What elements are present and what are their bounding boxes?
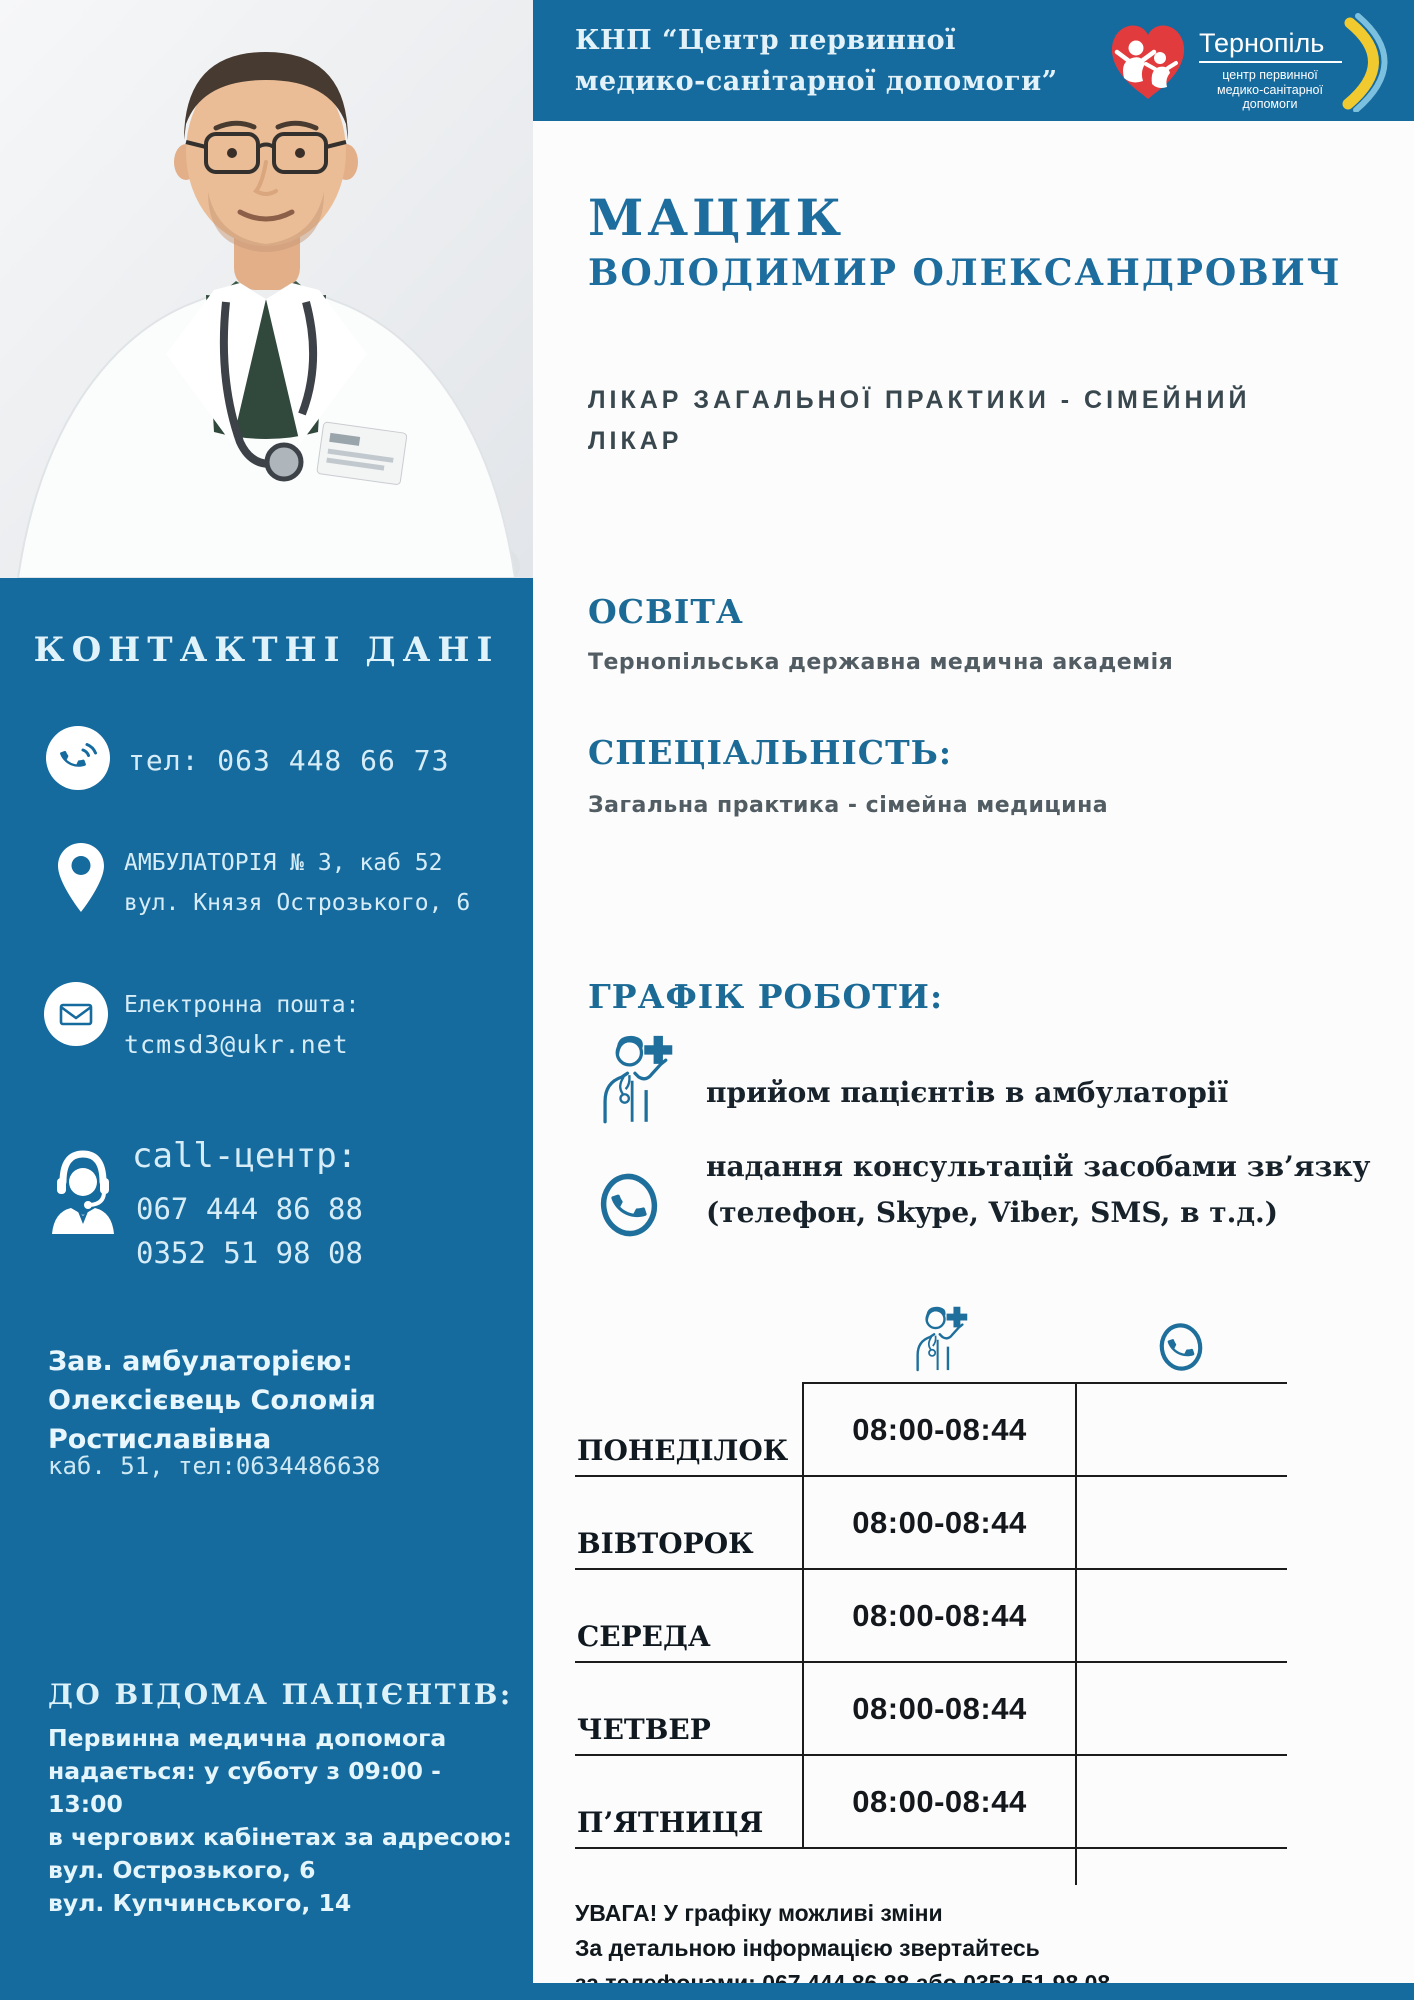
patients-info-line: 13:00 <box>48 1790 123 1818</box>
doctor-with-cross-icon <box>592 1030 676 1124</box>
table-column-line-tail <box>1075 1849 1077 1885</box>
organization-name <box>575 20 1058 102</box>
phone-icon <box>46 726 110 790</box>
table-row-ambulatory-hours: 08:00-08:44 <box>802 1477 1075 1570</box>
logo-heart-icon <box>1112 25 1184 99</box>
schedule-heading: ГРАФІК РОБОТИ: <box>588 977 944 1016</box>
phone-circle-icon <box>1156 1322 1206 1372</box>
table-row-day: ВІВТОРОК <box>575 1477 802 1570</box>
table-row-remote-hours <box>1075 1384 1287 1477</box>
logo-subtitle-line2: медико-санітарної <box>1217 83 1323 97</box>
notice-line2: За детальною інформацією звертайтесь <box>575 1935 1040 1961</box>
logo-subtitle-line3: допомоги <box>1242 97 1298 111</box>
bottom-blue-strip <box>0 1983 1414 2000</box>
table-row-remote-hours <box>1075 1663 1287 1756</box>
phone-circle-icon <box>596 1172 662 1238</box>
ternopil-center-logo <box>1102 12 1400 112</box>
mode-ambulatory-text: прийом пацієнтів в амбулаторії <box>706 1076 1229 1109</box>
specialty-value: Загальна практика - сімейна медицина <box>588 793 1109 818</box>
doctor-position <box>588 380 1250 462</box>
patients-info-line: Первинна медична допомога <box>48 1724 447 1752</box>
call-center-phone-2: 0352 51 98 08 <box>136 1236 363 1270</box>
table-row-ambulatory-hours: 08:00-08:44 <box>802 1570 1075 1663</box>
email-address: tcmsd3@ukr.net <box>124 1030 349 1059</box>
table-row-day: СЕРЕДА <box>575 1570 802 1663</box>
patients-info-line: в чергових кабінетах за адресою: <box>48 1823 512 1851</box>
patients-info-line: вул. Купчинського, 14 <box>48 1889 352 1917</box>
table-row-ambulatory-hours: 08:00-08:44 <box>802 1756 1075 1849</box>
location-pin-icon <box>54 842 108 914</box>
education-heading: ОСВІТА <box>588 592 744 631</box>
doctor-first-patronymic: ВОЛОДИМИР ОЛЕКСАНДРОВИЧ <box>588 252 1342 294</box>
doctor-last-name: МАЦИК <box>588 188 846 247</box>
table-header-empty <box>575 1288 802 1384</box>
head-name-line2: Ростиславівна <box>48 1424 272 1455</box>
logo-subtitle-line1: центр первинної <box>1222 68 1318 82</box>
address-line2: вул. Князя Острозького, 6 <box>124 890 471 916</box>
table-row-day: ПОНЕДІЛОК <box>575 1384 802 1477</box>
patients-info-heading: ДО ВІДОМА ПАЦІЄНТІВ: <box>48 1678 513 1711</box>
doctor-position-line2: ЛІКАР <box>588 427 683 455</box>
doctor-position-line1: ЛІКАР ЗАГАЛЬНОЇ ПРАКТИКИ - СІМЕЙНИЙ <box>588 386 1251 414</box>
contacts-heading: КОНТАКТНІ ДАНІ <box>33 630 500 670</box>
specialty-heading: СПЕЦІАЛЬНІСТЬ: <box>588 733 953 772</box>
table-row-remote-hours <box>1075 1570 1287 1663</box>
head-of-ambulatory-block <box>48 1342 376 1459</box>
table-row-day: П’ЯТНИЦЯ <box>575 1756 802 1849</box>
schedule-table <box>575 1288 1287 1849</box>
call-center-phone-1: 067 444 86 88 <box>136 1192 363 1226</box>
doctor-with-cross-icon <box>908 1302 970 1372</box>
patients-info-line: вул. Острозького, 6 <box>48 1856 316 1884</box>
logo-city-text: Тернопіль <box>1199 28 1325 58</box>
call-center-operator-icon <box>44 1146 122 1234</box>
table-header-ambulatory <box>802 1288 1075 1384</box>
email-label: Електронна пошта: <box>124 992 360 1018</box>
education-value: Тернопільська державна медична академія <box>588 650 1174 675</box>
table-header-remote <box>1075 1288 1287 1384</box>
notice-line1: УВАГА! У графіку можливі зміни <box>575 1900 943 1926</box>
table-row-ambulatory-hours: 08:00-08:44 <box>802 1384 1075 1477</box>
doctor-portrait-photo <box>0 0 533 578</box>
mode-remote-text-line2: (телефон, Skype, Viber, SMS, в т.д.) <box>706 1196 1279 1229</box>
table-row-day: ЧЕТВЕР <box>575 1663 802 1756</box>
address-line1: АМБУЛАТОРІЯ № 3, каб 52 <box>124 850 443 876</box>
head-label: Зав. амбулаторією: <box>48 1346 353 1377</box>
table-row-remote-hours <box>1075 1756 1287 1849</box>
organization-name-line1: КНП “Центр первинної <box>575 25 956 56</box>
organization-name-line2: медико-санітарної допомоги” <box>575 66 1058 97</box>
patients-info-body <box>48 1722 512 1920</box>
phone-number: тел: 063 448 66 73 <box>128 744 450 777</box>
patients-info-line: надається: у суботу з 09:00 - <box>48 1757 441 1785</box>
email-icon <box>44 982 108 1046</box>
mode-remote-text-line1: надання консультацій засобами зв’язку <box>706 1150 1371 1183</box>
head-name-line1: Олексієвець Соломія <box>48 1385 376 1416</box>
table-row-remote-hours <box>1075 1477 1287 1570</box>
table-row-ambulatory-hours: 08:00-08:44 <box>802 1663 1075 1756</box>
call-center-label: call-центр: <box>132 1136 358 1176</box>
head-office-phone: каб. 51, тел:0634486638 <box>48 1452 381 1480</box>
